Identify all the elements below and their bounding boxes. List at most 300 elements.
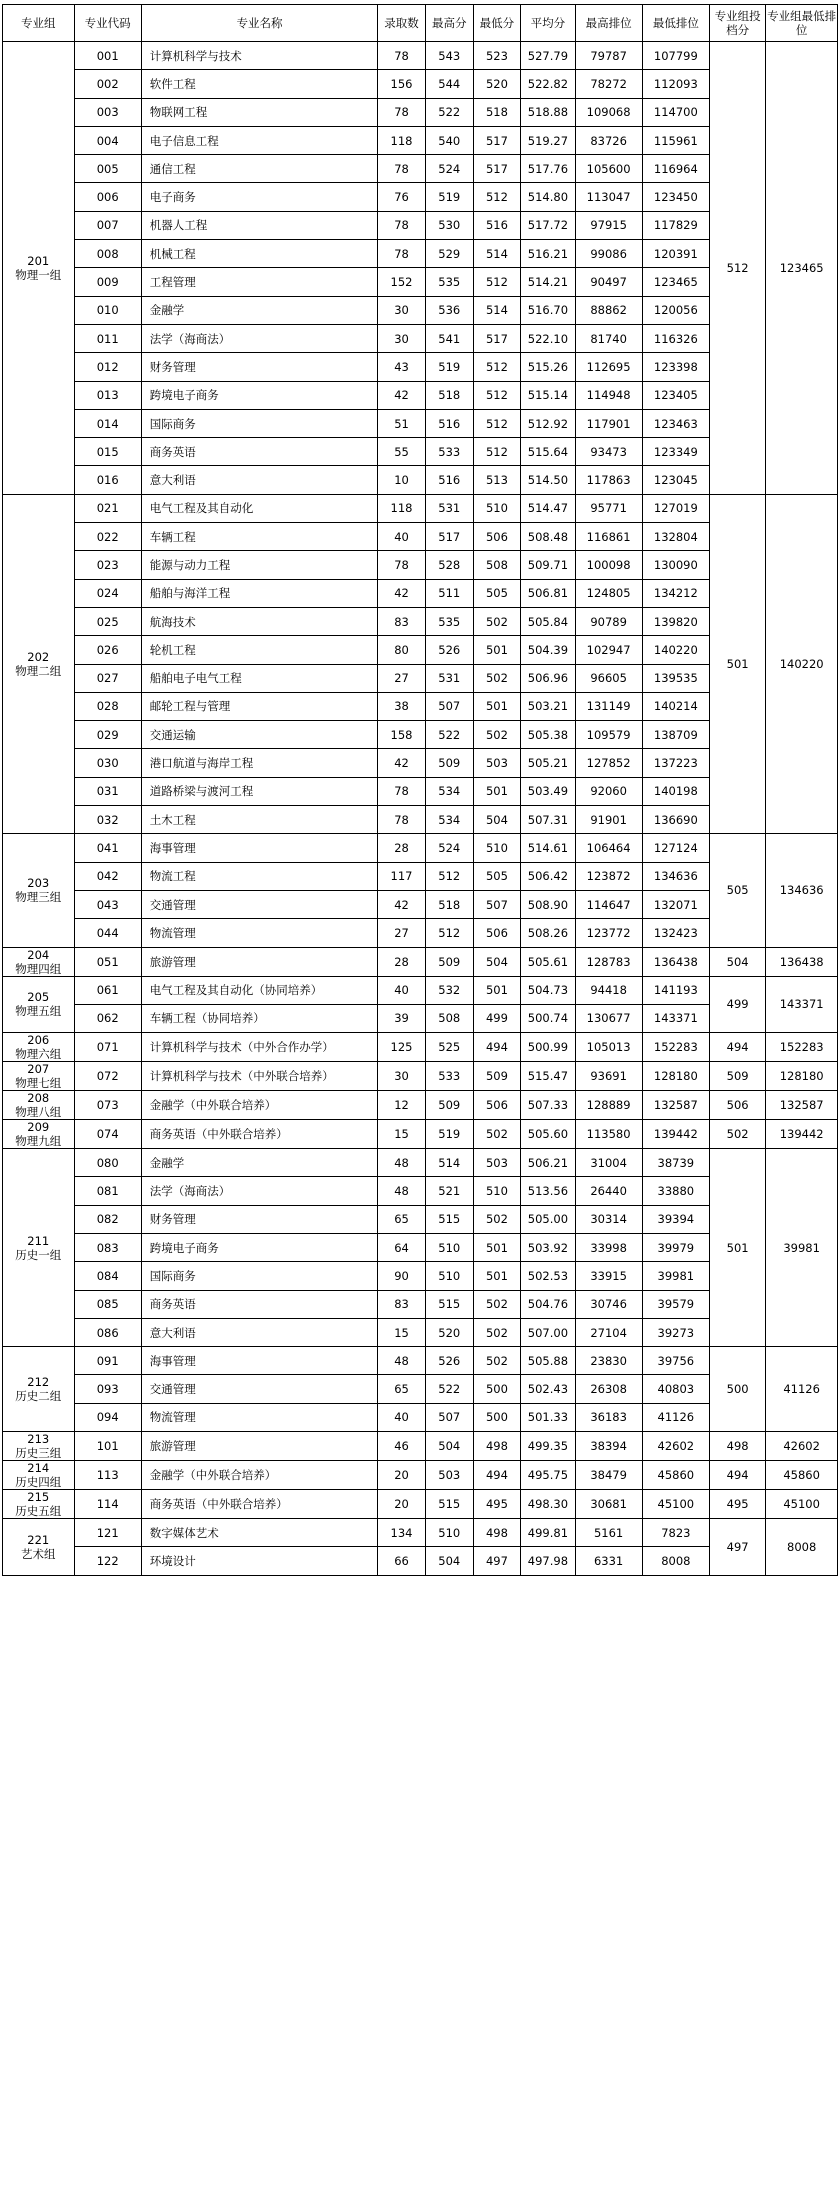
- group-min-rank-cell: 139442: [766, 1120, 838, 1149]
- avg-score-cell: 516.21: [521, 240, 575, 268]
- major-code-cell: 072: [74, 1062, 141, 1091]
- min-rank-cell: 127124: [642, 834, 709, 862]
- table-row: [3, 1062, 838, 1091]
- admitted-count-cell: 48: [378, 1347, 426, 1375]
- min-score-cell: 513: [473, 466, 521, 494]
- avg-score-cell: 517.72: [521, 211, 575, 239]
- admitted-count-cell: 156: [378, 70, 426, 98]
- admitted-count-cell: 48: [378, 1149, 426, 1177]
- header-group-cutoff: 专业组投档分: [709, 5, 765, 42]
- admitted-count-cell: 30: [378, 324, 426, 352]
- min-score-cell: 506: [473, 919, 521, 947]
- avg-score-cell: 516.70: [521, 296, 575, 324]
- major-name-cell: 旅游管理: [141, 1432, 377, 1461]
- header-min-score: 最低分: [473, 5, 521, 42]
- major-code-cell: 043: [74, 890, 141, 918]
- min-score-cell: 501: [473, 1262, 521, 1290]
- major-name-cell: 商务英语: [141, 438, 377, 466]
- avg-score-cell: 507.33: [521, 1091, 575, 1120]
- admitted-count-cell: 78: [378, 155, 426, 183]
- major-name-cell: 电气工程及其自动化（协同培养）: [141, 976, 377, 1004]
- max-score-cell: 512: [425, 862, 473, 890]
- max-score-cell: 516: [425, 466, 473, 494]
- min-rank-cell: 115961: [642, 126, 709, 154]
- admitted-count-cell: 40: [378, 976, 426, 1004]
- avg-score-cell: 522.10: [521, 324, 575, 352]
- min-rank-cell: 33880: [642, 1177, 709, 1205]
- group-name: 物理九组: [15, 1134, 62, 1149]
- table-row: [3, 1149, 838, 1177]
- min-rank-cell: 39756: [642, 1347, 709, 1375]
- group-name: 艺术组: [21, 1546, 56, 1561]
- major-name-cell: 跨境电子商务: [141, 1233, 377, 1261]
- major-code-cell: 003: [74, 98, 141, 126]
- major-code-cell: 006: [74, 183, 141, 211]
- max-rank-cell: 90497: [575, 268, 642, 296]
- avg-score-cell: 499.35: [521, 1432, 575, 1461]
- major-name-cell: 计算机科学与技术: [141, 42, 377, 70]
- group-cutoff-cell: 505: [709, 834, 765, 947]
- group-min-rank-cell: 140220: [766, 494, 838, 834]
- max-score-cell: 517: [425, 523, 473, 551]
- admitted-count-cell: 64: [378, 1233, 426, 1261]
- admitted-count-cell: 118: [378, 494, 426, 522]
- min-score-cell: 501: [473, 1233, 521, 1261]
- group-min-rank-cell: 136438: [766, 947, 838, 976]
- max-rank-cell: 109579: [575, 721, 642, 749]
- max-rank-cell: 112695: [575, 353, 642, 381]
- major-code-cell: 081: [74, 1177, 141, 1205]
- min-score-cell: 523: [473, 42, 521, 70]
- admitted-count-cell: 65: [378, 1375, 426, 1403]
- avg-score-cell: 505.61: [521, 947, 575, 976]
- max-score-cell: 504: [425, 1432, 473, 1461]
- group-min-rank-cell: 8008: [766, 1519, 838, 1576]
- major-name-cell: 软件工程: [141, 70, 377, 98]
- avg-score-cell: 518.88: [521, 98, 575, 126]
- major-name-cell: 交通运输: [141, 721, 377, 749]
- min-rank-cell: 137223: [642, 749, 709, 777]
- avg-score-cell: 507.31: [521, 806, 575, 834]
- avg-score-cell: 505.38: [521, 721, 575, 749]
- major-name-cell: 环境设计: [141, 1547, 377, 1575]
- max-score-cell: 533: [425, 1062, 473, 1091]
- group-min-rank-cell: 45860: [766, 1461, 838, 1490]
- avg-score-cell: 514.80: [521, 183, 575, 211]
- group-cutoff-cell: 494: [709, 1461, 765, 1490]
- min-rank-cell: 143371: [642, 1004, 709, 1032]
- group-code: 207: [27, 1062, 50, 1077]
- min-rank-cell: 117829: [642, 211, 709, 239]
- major-name-cell: 意大利语: [141, 466, 377, 494]
- max-score-cell: 509: [425, 749, 473, 777]
- min-rank-cell: 127019: [642, 494, 709, 522]
- major-name-cell: 物流工程: [141, 862, 377, 890]
- min-score-cell: 498: [473, 1432, 521, 1461]
- admitted-count-cell: 118: [378, 126, 426, 154]
- group-label-cell: [3, 1149, 75, 1347]
- max-score-cell: 510: [425, 1233, 473, 1261]
- max-score-cell: 534: [425, 777, 473, 805]
- major-code-cell: 031: [74, 777, 141, 805]
- group-cutoff-cell: 509: [709, 1062, 765, 1091]
- group-name: 物理一组: [15, 267, 62, 282]
- min-rank-cell: 132071: [642, 890, 709, 918]
- avg-score-cell: 508.48: [521, 523, 575, 551]
- min-score-cell: 512: [473, 183, 521, 211]
- major-name-cell: 物联网工程: [141, 98, 377, 126]
- group-code: 205: [27, 990, 50, 1005]
- max-score-cell: 509: [425, 947, 473, 976]
- major-name-cell: 电气工程及其自动化: [141, 494, 377, 522]
- min-rank-cell: 123465: [642, 268, 709, 296]
- max-score-cell: 532: [425, 976, 473, 1004]
- major-code-cell: 028: [74, 692, 141, 720]
- min-rank-cell: 40803: [642, 1375, 709, 1403]
- group-label-cell: [3, 42, 75, 495]
- major-name-cell: 财务管理: [141, 1205, 377, 1233]
- min-rank-cell: 152283: [642, 1033, 709, 1062]
- major-code-cell: 029: [74, 721, 141, 749]
- min-score-cell: 518: [473, 98, 521, 126]
- admitted-count-cell: 10: [378, 466, 426, 494]
- major-name-cell: 交通管理: [141, 1375, 377, 1403]
- min-rank-cell: 116326: [642, 324, 709, 352]
- table-row: [3, 494, 838, 522]
- max-score-cell: 507: [425, 692, 473, 720]
- header-major-name: 专业名称: [141, 5, 377, 42]
- min-score-cell: 514: [473, 240, 521, 268]
- table-row: [3, 1432, 838, 1461]
- min-rank-cell: 132804: [642, 523, 709, 551]
- max-rank-cell: 30681: [575, 1490, 642, 1519]
- min-rank-cell: 123398: [642, 353, 709, 381]
- min-rank-cell: 39273: [642, 1318, 709, 1346]
- min-rank-cell: 114700: [642, 98, 709, 126]
- min-rank-cell: 123463: [642, 409, 709, 437]
- major-code-cell: 122: [74, 1547, 141, 1575]
- major-code-cell: 010: [74, 296, 141, 324]
- table-row: [3, 1519, 838, 1547]
- max-score-cell: 541: [425, 324, 473, 352]
- avg-score-cell: 505.60: [521, 1120, 575, 1149]
- max-rank-cell: 114647: [575, 890, 642, 918]
- max-score-cell: 544: [425, 70, 473, 98]
- major-name-cell: 航海技术: [141, 607, 377, 635]
- max-rank-cell: 105600: [575, 155, 642, 183]
- max-rank-cell: 92060: [575, 777, 642, 805]
- group-label-cell: [3, 1432, 75, 1461]
- major-code-cell: 121: [74, 1519, 141, 1547]
- max-rank-cell: 100098: [575, 551, 642, 579]
- group-code: 209: [27, 1120, 50, 1135]
- group-name: 物理七组: [15, 1076, 62, 1091]
- major-code-cell: 016: [74, 466, 141, 494]
- max-score-cell: 531: [425, 494, 473, 522]
- min-score-cell: 517: [473, 155, 521, 183]
- major-code-cell: 042: [74, 862, 141, 890]
- min-rank-cell: 39979: [642, 1233, 709, 1261]
- table-body: [3, 42, 838, 1576]
- max-rank-cell: 6331: [575, 1547, 642, 1575]
- min-rank-cell: 41126: [642, 1403, 709, 1431]
- major-code-cell: 051: [74, 947, 141, 976]
- admitted-count-cell: 134: [378, 1519, 426, 1547]
- table-row: [3, 834, 838, 862]
- major-code-cell: 024: [74, 579, 141, 607]
- major-name-cell: 交通管理: [141, 890, 377, 918]
- admitted-count-cell: 117: [378, 862, 426, 890]
- group-name: 历史三组: [15, 1446, 62, 1461]
- major-code-cell: 011: [74, 324, 141, 352]
- major-code-cell: 027: [74, 664, 141, 692]
- admitted-count-cell: 152: [378, 268, 426, 296]
- major-name-cell: 金融学（中外联合培养）: [141, 1091, 377, 1120]
- admitted-count-cell: 83: [378, 607, 426, 635]
- group-min-rank-cell: 41126: [766, 1347, 838, 1432]
- avg-score-cell: 522.82: [521, 70, 575, 98]
- major-code-cell: 026: [74, 636, 141, 664]
- min-score-cell: 494: [473, 1461, 521, 1490]
- admitted-count-cell: 42: [378, 579, 426, 607]
- group-name: 历史四组: [15, 1475, 62, 1490]
- max-score-cell: 515: [425, 1290, 473, 1318]
- min-score-cell: 504: [473, 806, 521, 834]
- avg-score-cell: 527.79: [521, 42, 575, 70]
- admitted-count-cell: 15: [378, 1120, 426, 1149]
- admitted-count-cell: 39: [378, 1004, 426, 1032]
- max-rank-cell: 90789: [575, 607, 642, 635]
- admitted-count-cell: 42: [378, 381, 426, 409]
- table-row: [3, 1120, 838, 1149]
- max-rank-cell: 27104: [575, 1318, 642, 1346]
- major-code-cell: 062: [74, 1004, 141, 1032]
- group-cutoff-cell: 497: [709, 1519, 765, 1576]
- header-group: 专业组: [3, 5, 75, 42]
- group-label-cell: [3, 1347, 75, 1432]
- group-code: 202: [27, 650, 50, 665]
- max-score-cell: 526: [425, 636, 473, 664]
- major-code-cell: 073: [74, 1091, 141, 1120]
- avg-score-cell: 507.00: [521, 1318, 575, 1346]
- group-label-cell: [3, 494, 75, 834]
- admitted-count-cell: 15: [378, 1318, 426, 1346]
- group-cutoff-cell: 499: [709, 976, 765, 1033]
- min-rank-cell: 123349: [642, 438, 709, 466]
- min-rank-cell: 134636: [642, 862, 709, 890]
- admitted-count-cell: 42: [378, 890, 426, 918]
- group-min-rank-cell: 39981: [766, 1149, 838, 1347]
- major-name-cell: 财务管理: [141, 353, 377, 381]
- major-code-cell: 012: [74, 353, 141, 381]
- max-score-cell: 522: [425, 721, 473, 749]
- major-name-cell: 计算机科学与技术（中外联合培养）: [141, 1062, 377, 1091]
- max-score-cell: 524: [425, 834, 473, 862]
- min-score-cell: 505: [473, 579, 521, 607]
- min-score-cell: 516: [473, 211, 521, 239]
- max-rank-cell: 99086: [575, 240, 642, 268]
- group-code: 215: [27, 1490, 50, 1505]
- max-score-cell: 519: [425, 353, 473, 381]
- max-rank-cell: 88862: [575, 296, 642, 324]
- major-code-cell: 007: [74, 211, 141, 239]
- min-score-cell: 502: [473, 1290, 521, 1318]
- major-name-cell: 通信工程: [141, 155, 377, 183]
- admitted-count-cell: 20: [378, 1490, 426, 1519]
- avg-score-cell: 508.90: [521, 890, 575, 918]
- major-code-cell: 014: [74, 409, 141, 437]
- max-rank-cell: 105013: [575, 1033, 642, 1062]
- major-code-cell: 009: [74, 268, 141, 296]
- avg-score-cell: 498.30: [521, 1490, 575, 1519]
- max-rank-cell: 116861: [575, 523, 642, 551]
- major-code-cell: 113: [74, 1461, 141, 1490]
- admitted-count-cell: 125: [378, 1033, 426, 1062]
- min-score-cell: 502: [473, 721, 521, 749]
- min-score-cell: 514: [473, 296, 521, 324]
- max-score-cell: 519: [425, 1120, 473, 1149]
- major-name-cell: 邮轮工程与管理: [141, 692, 377, 720]
- major-name-cell: 金融学: [141, 296, 377, 324]
- max-rank-cell: 109068: [575, 98, 642, 126]
- table-row: [3, 1033, 838, 1062]
- admitted-count-cell: 48: [378, 1177, 426, 1205]
- max-score-cell: 521: [425, 1177, 473, 1205]
- min-rank-cell: 107799: [642, 42, 709, 70]
- group-min-rank-cell: 45100: [766, 1490, 838, 1519]
- min-rank-cell: 116964: [642, 155, 709, 183]
- major-code-cell: 080: [74, 1149, 141, 1177]
- admitted-count-cell: 42: [378, 749, 426, 777]
- major-code-cell: 101: [74, 1432, 141, 1461]
- group-code: 214: [27, 1461, 50, 1476]
- avg-score-cell: 504.73: [521, 976, 575, 1004]
- min-rank-cell: 112093: [642, 70, 709, 98]
- min-score-cell: 505: [473, 862, 521, 890]
- admitted-count-cell: 51: [378, 409, 426, 437]
- min-score-cell: 502: [473, 1318, 521, 1346]
- major-name-cell: 工程管理: [141, 268, 377, 296]
- avg-score-cell: 501.33: [521, 1403, 575, 1431]
- group-name: 历史一组: [15, 1247, 62, 1262]
- major-code-cell: 005: [74, 155, 141, 183]
- min-score-cell: 507: [473, 890, 521, 918]
- admitted-count-cell: 43: [378, 353, 426, 381]
- major-name-cell: 数字媒体艺术: [141, 1519, 377, 1547]
- avg-score-cell: 495.75: [521, 1461, 575, 1490]
- min-rank-cell: 132423: [642, 919, 709, 947]
- min-score-cell: 497: [473, 1547, 521, 1575]
- group-name: 物理二组: [15, 664, 62, 679]
- min-score-cell: 498: [473, 1519, 521, 1547]
- group-name: 物理四组: [15, 961, 62, 976]
- group-code: 204: [27, 947, 50, 962]
- min-rank-cell: 39579: [642, 1290, 709, 1318]
- group-code: 211: [27, 1233, 50, 1248]
- group-cutoff-cell: 501: [709, 1149, 765, 1347]
- table-row: [3, 1347, 838, 1375]
- min-score-cell: 494: [473, 1033, 521, 1062]
- max-rank-cell: 33998: [575, 1233, 642, 1261]
- max-rank-cell: 106464: [575, 834, 642, 862]
- major-code-cell: 021: [74, 494, 141, 522]
- major-name-cell: 港口航道与海岸工程: [141, 749, 377, 777]
- avg-score-cell: 504.39: [521, 636, 575, 664]
- avg-score-cell: 515.14: [521, 381, 575, 409]
- major-code-cell: 091: [74, 1347, 141, 1375]
- group-code: 203: [27, 876, 50, 891]
- max-rank-cell: 91901: [575, 806, 642, 834]
- admitted-count-cell: 76: [378, 183, 426, 211]
- max-rank-cell: 33915: [575, 1262, 642, 1290]
- avg-score-cell: 513.56: [521, 1177, 575, 1205]
- min-score-cell: 495: [473, 1490, 521, 1519]
- major-name-cell: 机械工程: [141, 240, 377, 268]
- major-name-cell: 能源与动力工程: [141, 551, 377, 579]
- major-code-cell: 086: [74, 1318, 141, 1346]
- max-score-cell: 534: [425, 806, 473, 834]
- max-score-cell: 526: [425, 1347, 473, 1375]
- major-name-cell: 商务英语（中外联合培养）: [141, 1120, 377, 1149]
- group-cutoff-cell: 500: [709, 1347, 765, 1432]
- group-code: 201: [27, 253, 50, 268]
- avg-score-cell: 500.99: [521, 1033, 575, 1062]
- major-code-cell: 084: [74, 1262, 141, 1290]
- admission-score-table: [2, 4, 838, 1576]
- max-rank-cell: 95771: [575, 494, 642, 522]
- admitted-count-cell: 55: [378, 438, 426, 466]
- max-rank-cell: 128889: [575, 1091, 642, 1120]
- min-score-cell: 500: [473, 1403, 521, 1431]
- min-rank-cell: 136438: [642, 947, 709, 976]
- max-rank-cell: 26308: [575, 1375, 642, 1403]
- admitted-count-cell: 78: [378, 211, 426, 239]
- avg-score-cell: 505.84: [521, 607, 575, 635]
- header-major-code: 专业代码: [74, 5, 141, 42]
- max-score-cell: 519: [425, 183, 473, 211]
- max-score-cell: 520: [425, 1318, 473, 1346]
- table-row: [3, 976, 838, 1004]
- admitted-count-cell: 46: [378, 1432, 426, 1461]
- max-rank-cell: 26440: [575, 1177, 642, 1205]
- major-name-cell: 旅游管理: [141, 947, 377, 976]
- avg-score-cell: 505.88: [521, 1347, 575, 1375]
- min-rank-cell: 123450: [642, 183, 709, 211]
- admitted-count-cell: 40: [378, 1403, 426, 1431]
- min-score-cell: 512: [473, 381, 521, 409]
- admitted-count-cell: 78: [378, 42, 426, 70]
- admitted-count-cell: 20: [378, 1461, 426, 1490]
- group-name: 历史二组: [15, 1389, 62, 1404]
- major-name-cell: 意大利语: [141, 1318, 377, 1346]
- max-rank-cell: 93473: [575, 438, 642, 466]
- admitted-count-cell: 30: [378, 296, 426, 324]
- max-score-cell: 536: [425, 296, 473, 324]
- max-score-cell: 511: [425, 579, 473, 607]
- max-score-cell: 524: [425, 155, 473, 183]
- group-cutoff-cell: 498: [709, 1432, 765, 1461]
- admitted-count-cell: 66: [378, 1547, 426, 1575]
- group-label-cell: [3, 1091, 75, 1120]
- max-rank-cell: 102947: [575, 636, 642, 664]
- major-code-cell: 061: [74, 976, 141, 1004]
- max-score-cell: 516: [425, 409, 473, 437]
- avg-score-cell: 515.26: [521, 353, 575, 381]
- table-row: [3, 1490, 838, 1519]
- max-score-cell: 507: [425, 1403, 473, 1431]
- group-min-rank-cell: 143371: [766, 976, 838, 1033]
- major-name-cell: 国际商务: [141, 409, 377, 437]
